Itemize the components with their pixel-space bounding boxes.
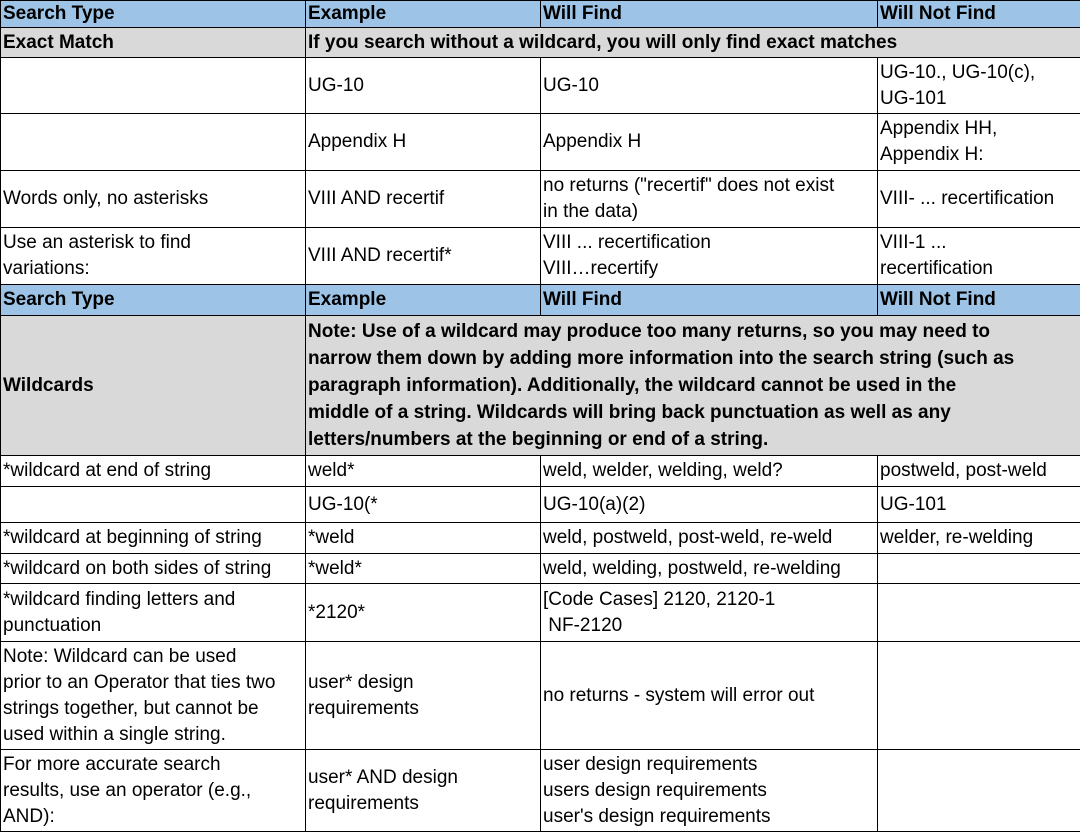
exact-match-label: Exact Match [1,28,306,58]
header-will-find: Will Find [541,1,878,28]
note-line: narrow them down by adding more information into the search string (such as [308,348,1015,369]
cell-line: Appendix H: [880,144,984,165]
table-row [1,642,1080,750]
cell-search-type: *wildcard at beginning of string [1,523,306,554]
table-row [1,171,1080,228]
cell-line: user design requirements [543,753,758,775]
table-row [1,554,1080,584]
cell-line: NF-2120 [543,614,623,636]
cell-will-not-find [878,750,1080,832]
cell-example: UG-10 [306,58,541,114]
cell-will-not-find [878,58,1080,114]
table-row [1,228,1080,285]
table-row [1,750,1080,832]
cell-example: *weld* [306,554,541,584]
cell-line: variations: [3,258,90,279]
cell-line: no returns ("recertif" does not exist [543,175,835,196]
table-row [1,456,1080,487]
cell-search-type [1,750,306,832]
cell-line: recertification [880,258,993,279]
wildcards-row [1,316,1080,456]
cell-will-find [541,171,878,228]
cell-will-not-find [878,114,1080,171]
cell-will-not-find: postweld, post-weld [878,456,1080,487]
cell-line: requirements [308,697,419,719]
cell-line: VIII…recertify [543,258,659,279]
cell-line: punctuation [3,614,102,636]
cell-example: Appendix H [306,114,541,171]
wildcards-note [306,316,1080,456]
cell-line: results, use an operator (e.g., [3,779,252,801]
cell-will-not-find: UG-101 [878,487,1080,523]
cell-will-find: weld, welder, welding, weld? [541,456,878,487]
header-search-type: Search Type [1,1,306,28]
cell-will-find: weld, postweld, post-weld, re-weld [541,523,878,554]
cell-search-type: Words only, no asterisks [1,171,306,228]
cell-line: user* AND design [308,766,458,788]
note-line: paragraph information). Additionally, the wildcard cannot be used in the [308,375,957,396]
cell-will-not-find [878,228,1080,285]
table-row [1,523,1080,554]
header-will-not-find: Will Not Find [878,1,1080,28]
note-line: letters/numbers at the beginning or end of a string. [308,429,769,450]
header-search-type: Search Type [1,285,306,316]
cell-line: Use an asterisk to find [3,232,191,253]
header-row [1,285,1080,316]
header-example: Example [306,1,541,28]
cell-will-find: no returns - system will error out [541,642,878,750]
cell-line: users design requirements [543,779,767,801]
cell-line: VIII-1 ... [880,232,947,253]
cell-line: prior to an Operator that ties two [3,671,276,693]
cell-will-not-find: welder, re-welding [878,523,1080,554]
cell-example: VIII AND recertif [306,171,541,228]
cell-example: *2120* [306,584,541,642]
cell-line: UG-10., UG-10(c), [880,61,1036,83]
cell-line: requirements [308,792,419,814]
cell-search-type [1,58,306,114]
cell-line: used within a single string. [3,723,226,745]
header-will-not-find: Will Not Find [878,285,1080,316]
note-line: middle of a string. Wildcards will bring back punctuation as well as any [308,402,951,423]
table-row [1,584,1080,642]
table-row [1,114,1080,171]
cell-line: [Code Cases] 2120, 2120-1 [543,588,776,610]
cell-search-type [1,114,306,171]
cell-will-not-find: VIII- ... recertification [878,171,1080,228]
cell-will-find [541,228,878,285]
cell-will-find: weld, welding, postweld, re-welding [541,554,878,584]
header-row [1,1,1080,28]
cell-search-type [1,228,306,285]
cell-example: *weld [306,523,541,554]
cell-search-type [1,584,306,642]
cell-line: Appendix HH, [880,118,998,139]
cell-example [306,642,541,750]
cell-search-type [1,642,306,750]
cell-will-find: Appendix H [541,114,878,171]
wildcards-label: Wildcards [1,316,306,456]
cell-will-not-find [878,554,1080,584]
cell-will-find: UG-10 [541,58,878,114]
exact-match-row [1,28,1080,58]
cell-example [306,750,541,832]
cell-will-not-find [878,642,1080,750]
cell-search-type: *wildcard at end of string [1,456,306,487]
cell-line: strings together, but cannot be [3,697,259,719]
table-row [1,487,1080,523]
cell-line: AND): [3,805,55,827]
cell-search-type: *wildcard on both sides of string [1,554,306,584]
cell-example: VIII AND recertif* [306,228,541,285]
cell-example: weld* [306,456,541,487]
cell-will-find: UG-10(a)(2) [541,487,878,523]
table-row [1,58,1080,114]
cell-line: user's design requirements [543,805,771,827]
header-example: Example [306,285,541,316]
cell-line: user* design [308,671,414,693]
cell-line: *wildcard finding letters and [3,588,236,610]
cell-will-not-find [878,584,1080,642]
cell-example: UG-10(* [306,487,541,523]
cell-search-type [1,487,306,523]
cell-line: in the data) [543,201,639,222]
note-line: Note: Use of a wildcard may produce too many returns, so you may need to [308,321,991,342]
cell-line: For more accurate search [3,753,221,775]
cell-will-find [541,750,878,832]
header-will-find: Will Find [541,285,878,316]
cell-line: Note: Wildcard can be used [3,645,237,667]
cell-line: UG-101 [880,87,947,109]
cell-line: VIII ... recertification [543,232,711,253]
exact-match-note: If you search without a wildcard, you will only find exact matches [306,28,1080,58]
cell-will-find [541,584,878,642]
